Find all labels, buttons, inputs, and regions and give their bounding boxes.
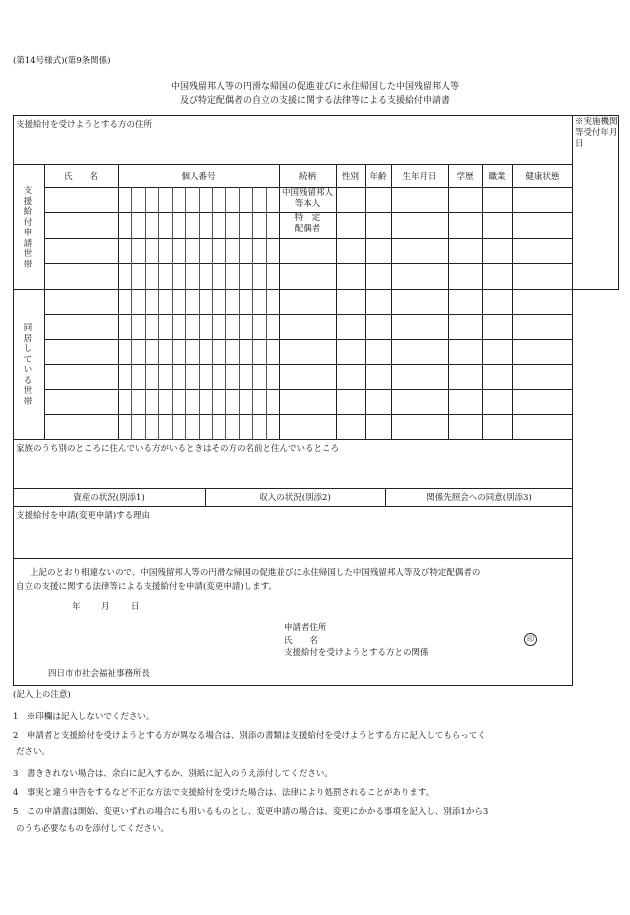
note-item: 4 事実と違う申告をするなど不正な方法で支援給付を受けた場合は、法律により処罰されることがあります。 bbox=[13, 788, 435, 798]
note-item: のうち必要なものを添付してください。 bbox=[16, 824, 170, 834]
divider bbox=[13, 506, 573, 507]
divider bbox=[448, 164, 449, 439]
date-month: 月 bbox=[101, 602, 110, 612]
id-digit-divider bbox=[172, 187, 173, 439]
date-day: 日 bbox=[131, 602, 140, 612]
form-number: (第14号様式)(第9条関係) bbox=[13, 56, 111, 66]
divider bbox=[44, 389, 573, 390]
addressee: 四日市市社会福祉事務所長 bbox=[48, 669, 151, 679]
seal-icon: 印 bbox=[524, 633, 537, 646]
reason-label: 支援給付を申請(変更申請)する理由 bbox=[16, 511, 151, 521]
applicant-address-label: 申請者住所 bbox=[284, 623, 327, 633]
col-header-name: 氏 名 bbox=[63, 172, 98, 182]
address-field[interactable] bbox=[15, 128, 571, 164]
id-digit-divider bbox=[225, 187, 226, 439]
divider bbox=[13, 289, 573, 290]
divider bbox=[482, 164, 483, 439]
divider bbox=[13, 439, 573, 440]
id-digit-divider bbox=[252, 187, 253, 439]
id-digit-divider bbox=[145, 187, 146, 439]
id-digit-divider bbox=[158, 187, 159, 439]
divider bbox=[44, 364, 573, 365]
divider bbox=[13, 558, 573, 559]
id-digit-divider bbox=[131, 187, 132, 439]
divider bbox=[44, 339, 573, 340]
relation-spouse-line1: 特 定 bbox=[294, 213, 321, 223]
id-digit-divider bbox=[185, 187, 186, 439]
divider bbox=[44, 263, 573, 264]
id-digit-divider bbox=[199, 187, 200, 439]
relation-spouse-line2: 配偶者 bbox=[294, 224, 321, 234]
col-header-id-number: 個人番号 bbox=[181, 172, 216, 182]
applicant-household-label: 支援給付申請世帯 bbox=[23, 186, 33, 270]
attachment-assets: 資産の状況(別添1) bbox=[73, 493, 145, 503]
divider bbox=[512, 164, 513, 439]
col-header-birthdate: 生年月日 bbox=[402, 172, 437, 182]
divider bbox=[365, 164, 366, 439]
note-item: ださい。 bbox=[16, 747, 51, 757]
family-elsewhere-label: 家族のうち別のところに住んでいる方がいるときはその方の名前と住んでいるところ bbox=[16, 444, 340, 454]
notes-heading: (記入上の注意) bbox=[13, 690, 71, 700]
col-header-health: 健康状態 bbox=[525, 172, 560, 182]
divider bbox=[391, 164, 392, 439]
family-elsewhere-field[interactable] bbox=[15, 454, 571, 487]
col-header-education: 学歴 bbox=[456, 172, 474, 182]
col-header-sex: 性別 bbox=[341, 172, 359, 182]
cohabiting-household-label: 同居している世帯 bbox=[23, 323, 33, 407]
office-stamp-label: ※実施機関等受付年月日 bbox=[575, 117, 618, 149]
reason-field[interactable] bbox=[15, 521, 571, 557]
id-digit-divider bbox=[266, 187, 267, 439]
applicant-relation-label: 支援給付を受けようとする方との関係 bbox=[284, 648, 429, 658]
id-digit-divider bbox=[212, 187, 213, 439]
declaration-line1: 上記のとおり相違ないので、中国残留邦人等の円滑な帰国の促進並びに永住帰国した中国残留邦人等及び特定配偶者の bbox=[30, 568, 481, 578]
divider bbox=[44, 314, 573, 315]
divider bbox=[13, 488, 573, 489]
attachment-consent: 関係先照会への同意(別添3) bbox=[426, 493, 532, 503]
attachment-income: 収入の状況(別添2) bbox=[259, 493, 331, 503]
form-title-line1: 中国残留邦人等の円滑な帰国の促進並びに永住帰国した中国残留邦人等 bbox=[170, 82, 459, 92]
date-year: 年 bbox=[72, 602, 81, 612]
col-header-age: 年齢 bbox=[369, 172, 387, 182]
relation-principal: 中国残留邦人等本人 bbox=[281, 188, 333, 209]
address-label: 支援給付を受けようとする方の住所 bbox=[16, 120, 153, 130]
note-item: 2 申請者と支援給付を受けようとする方が異なる場合は、別添の書類は支援給付を受けようとする方に記入してもらってく bbox=[13, 731, 486, 741]
divider bbox=[13, 164, 573, 165]
id-digit-divider bbox=[239, 187, 240, 439]
declaration-line2: 自立の支援に関する法律等による支援給付を申請(変更申請)します。 bbox=[16, 582, 277, 592]
col-header-relation: 続柄 bbox=[298, 172, 316, 182]
applicant-name-label: 氏 名 bbox=[284, 636, 319, 646]
note-item: 5 この申請書は開始、変更いずれの場合にも用いるものとし、変更申請の場合は、変更にかかる事項を記入し、別添1から3 bbox=[13, 807, 489, 817]
form-title-line2: 及び特定配偶者の自立の支援に関する法律等による支援給付申請書 bbox=[179, 96, 450, 106]
divider bbox=[336, 164, 337, 439]
divider bbox=[44, 414, 573, 415]
note-item: 3 書ききれない場合は、余白に記入するか、別紙に記入のうえ添付してください。 bbox=[13, 769, 333, 779]
divider bbox=[118, 164, 119, 439]
note-item: 1 ※印欄は記入しないでください。 bbox=[13, 712, 155, 722]
col-header-occupation: 職業 bbox=[488, 172, 506, 182]
divider bbox=[44, 164, 45, 439]
divider bbox=[44, 238, 573, 239]
